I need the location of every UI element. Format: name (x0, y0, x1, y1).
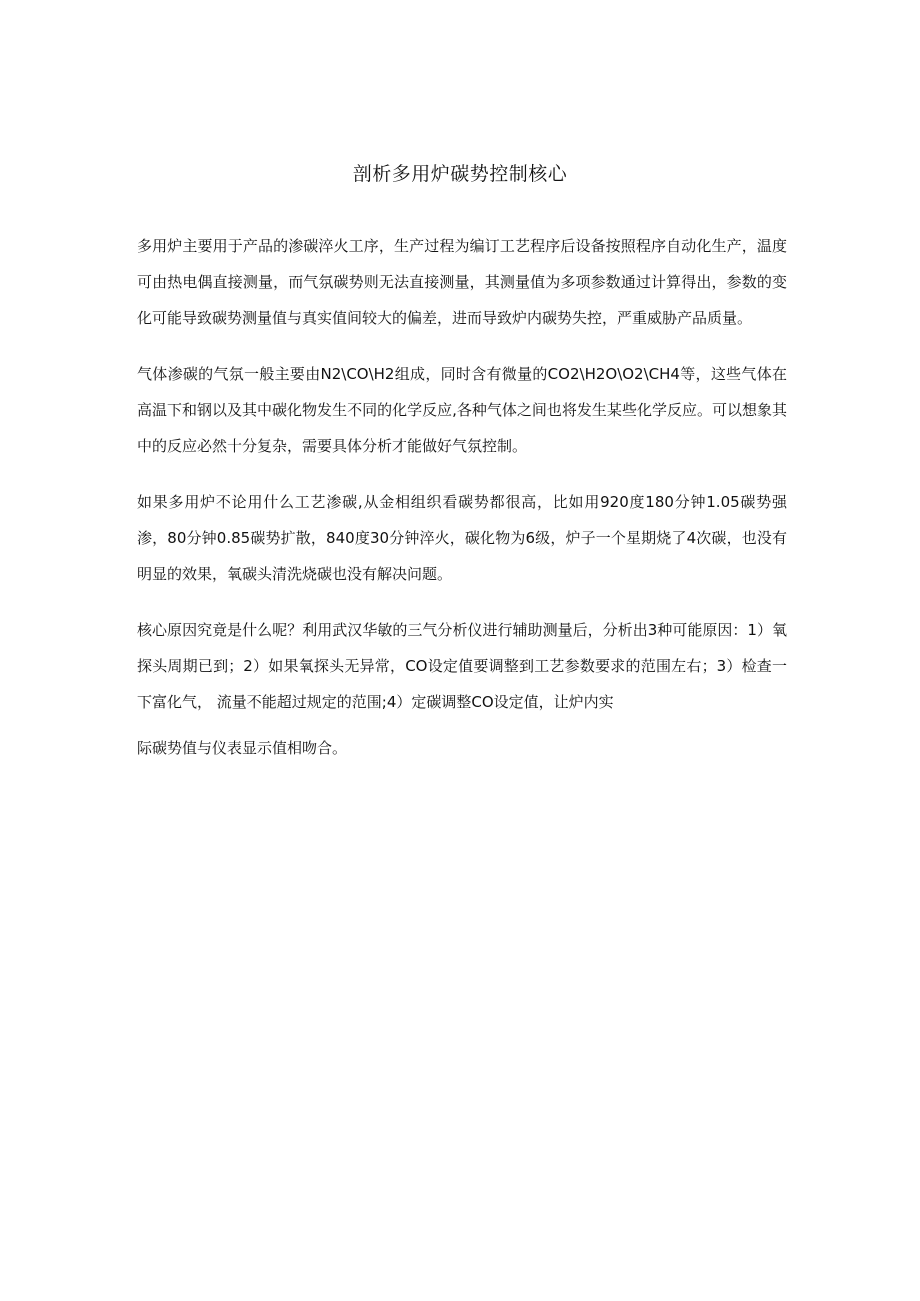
paragraph-core-cause: 核心原因究竟是什么呢？利用武汉华敏的三气分析仪进行辅助测量后，分析出3种可能原因：1）氧探头周期已到；2）如果氧探头无异常，CO设定值要调整到工艺参数要求的范围左右；3）检查一下富化气， 流量不能超过规定的范围;4）定碳调整CO设定值，让炉内实 (137, 621, 787, 711)
document-body (137, 228, 787, 766)
document-title: 剖析多用炉碳势控制核心 (352, 163, 568, 185)
paragraph-problem-case: 如果多用炉不论用什么工艺渗碳,从金相组织看碳势都很高，比如用920度180分钟1.05碳势强渗，80分钟0.85碳势扩散，840度30分钟淬火，碳化物为6级，炉子一个星期烧了4次碳，也没有明显的效果，氧碳头清洗烧碳也没有解决问题。 (137, 493, 787, 583)
paragraph-core-cause-tail: 际碳势值与仪表显示值相吻合。 (137, 739, 348, 757)
paragraph-atmosphere: 气体渗碳的气氛一般主要由N2\CO\H2组成，同时含有微量的CO2\H2O\O2\CH4等，这些气体在高温下和钢以及其中碳化物发生不同的化学反应,各种气体之间也将发生某些化学反应。可以想象其中的反应必然十分复杂，需要具体分析才能做好气氛控制。 (137, 365, 787, 455)
paragraph-intro: 多用炉主要用于产品的渗碳淬火工序，生产过程为编订工艺程序后设备按照程序自动化生产，温度可由热电偶直接测量，而气氛碳势则无法直接测量，其测量值为多项参数通过计算得出，参数的变化可能导致碳势测量值与真实值间较大的偏差，进而导致炉内碳势失控，严重威胁产品质量。 (137, 237, 787, 327)
